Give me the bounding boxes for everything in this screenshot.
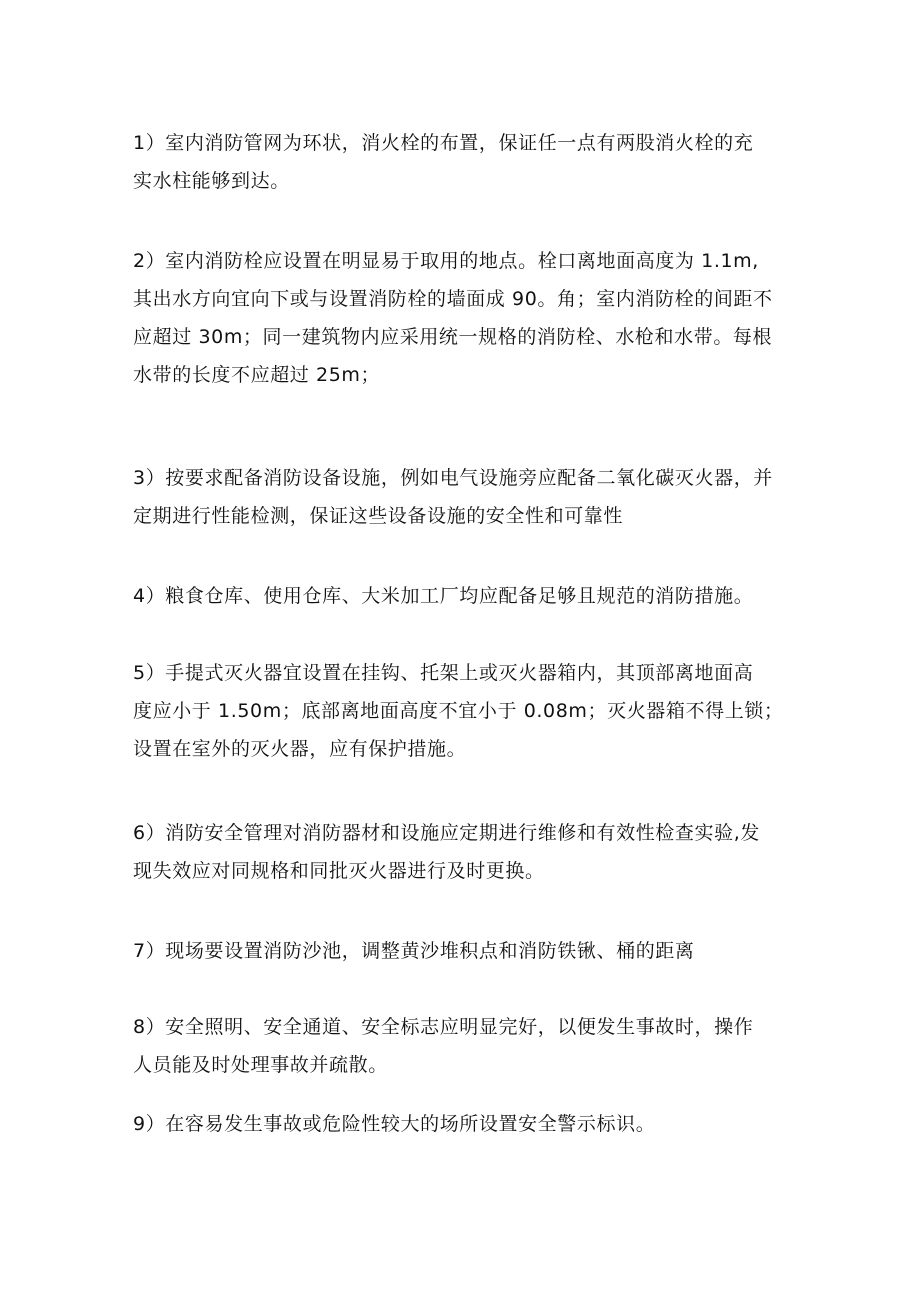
list-item-2 <box>133 242 793 394</box>
list-item-4 <box>133 577 793 615</box>
text-line: 8）安全照明、安全通道、安全标志应明显完好，以便发生事故时，操作 <box>133 1016 754 1038</box>
list-item-7 <box>133 932 793 970</box>
text-line: 4）粮食仓库、使用仓库、大米加工厂均应配备足够且规范的消防措施。 <box>133 585 754 607</box>
text-line: 定期进行性能检测，保证这些设备设施的安全性和可靠性 <box>133 505 624 527</box>
text-line: 水带的长度不应超过 25m； <box>133 364 381 386</box>
text-line: 其出水方向宜向下或与设置消防栓的墙面成 90。角；室内消防栓的间距不 <box>133 288 773 310</box>
text-line: 5）手提式灭火器宜设置在挂钩、托架上或灭火器箱内，其顶部离地面高 <box>133 662 754 684</box>
text-line: 现失效应对同规格和同批灭火器进行及时更换。 <box>133 860 545 882</box>
list-item-3 <box>133 459 793 535</box>
text-line: 2）室内消防栓应设置在明显易于取用的地点。栓口离地面高度为 1.1m, <box>133 250 759 272</box>
text-line: 3）按要求配备消防设备设施，例如电气设施旁应配备二氧化碳灭火器，并 <box>133 467 773 489</box>
text-line: 9）在容易发生事故或危险性较大的场所设置安全警示标识。 <box>133 1113 656 1135</box>
list-item-9 <box>133 1105 793 1143</box>
text-line: 6）消防安全管理对消防器材和设施应定期进行维修和有效性检查实验,发 <box>133 822 760 844</box>
text-line: 7）现场要设置消防沙池，调整黄沙堆积点和消防铁锹、桶的距离 <box>133 940 695 962</box>
list-item-8 <box>133 1008 793 1084</box>
text-line: 实水柱能够到达。 <box>133 170 290 192</box>
text-line: 应超过 30m；同一建筑物内应采用统一规格的消防栓、水枪和水带。每根 <box>133 326 773 348</box>
text-line: 人员能及时处理事故并疏散。 <box>133 1054 388 1076</box>
list-item-1 <box>133 124 793 200</box>
list-item-6 <box>133 814 793 890</box>
list-item-5 <box>133 654 793 768</box>
text-line: 设置在室外的灭火器，应有保护措施。 <box>133 738 467 760</box>
text-line: 1）室内消防管网为环状，消火栓的布置，保证任一点有两股消火栓的充 <box>133 132 754 154</box>
text-line: 度应小于 1.50m；底部离地面高度不宜小于 0.08m；灭火器箱不得上锁； <box>133 700 784 722</box>
